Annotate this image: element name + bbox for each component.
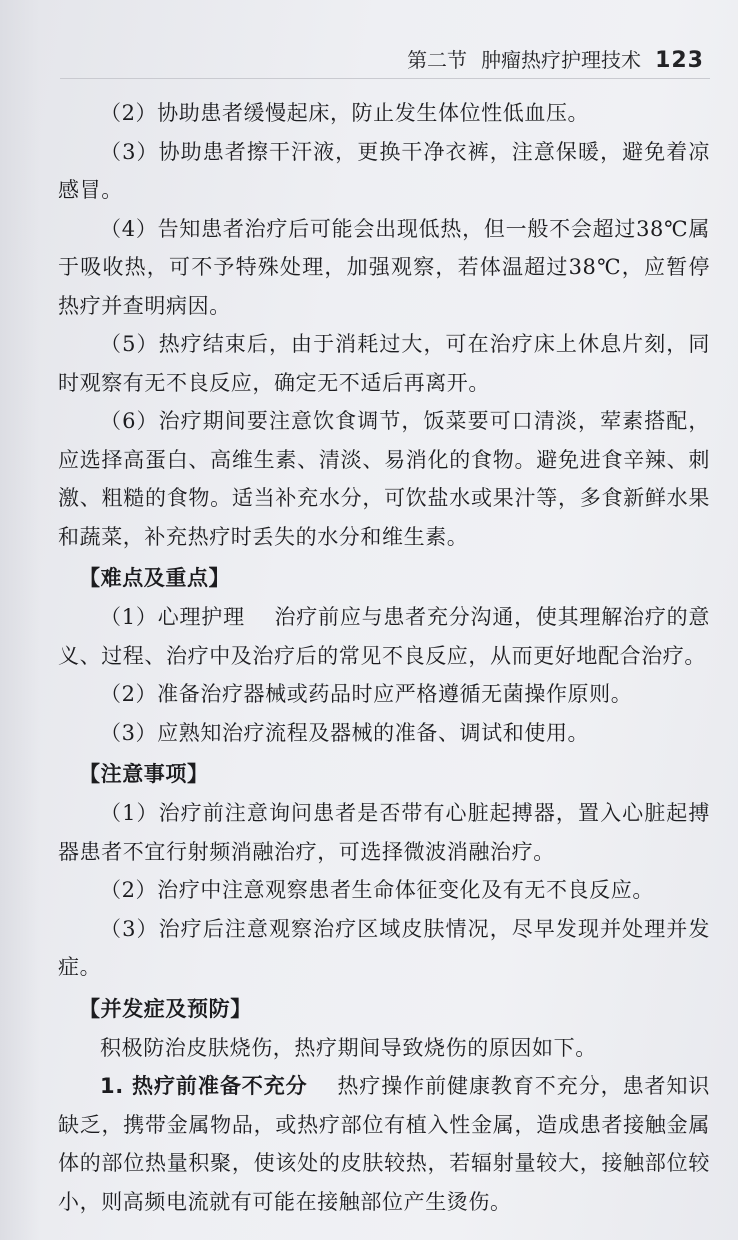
precaution-item-2: （2）治疗中注意观察患者生命体征变化及有无不良反应。 [100,878,654,902]
paragraph-item-2: （2）协助患者缓慢起床，防止发生体位性低血压。 [100,101,590,125]
heading-precautions: 【注意事项】 [79,762,209,786]
heading-difficulties: 【难点及重点】 [79,566,231,590]
difficulty-item-1 [58,598,710,675]
header-section: 第二节 [407,48,468,72]
page-body [58,94,710,1221]
complication-item-1-text: 热疗操作前健康教育不充分，患者知识缺乏，携带金属物品，或热疗部位有植入性金属，造成患者接触金属体的部位热量积聚，使该处的皮肤较热，若辐射量较大，接触部位较小，则高频电流就有可能在接触部位产生烫伤。 [58,1074,711,1214]
heading-complications: 【并发症及预防】 [79,996,252,1021]
header-title: 肿瘤热疗护理技术 [481,48,642,72]
difficulty-item-2: （2）准备治疗器械或药品时应严格遵循无菌操作原则。 [100,682,633,706]
header-divider [60,78,710,79]
complications-intro: 积极防治皮肤烧伤，热疗期间导致烧伤的原因如下。 [100,1035,597,1060]
precaution-item-3: （3）治疗后注意观察治疗区域皮肤情况，尽早发现并处理并发症。 [58,916,710,979]
difficulty-item-3: （3）应熟知治疗流程及器械的准备、调试和使用。 [100,720,590,745]
page-number: 123 [655,48,704,73]
running-header [407,44,704,74]
paragraph-item-3: （3）协助患者擦干汗液，更换干净衣裤，注意保暖，避免着凉感冒。 [58,139,710,202]
difficulty-item-1-text: 治疗前应与患者充分沟通，使其理解治疗的意义、过程、治疗中及治疗后的常见不良反应，从而更好地配合治疗。 [58,605,711,668]
complication-item-1 [58,1067,710,1221]
paragraph-item-5: （5）热疗结束后，由于消耗过大，可在治疗床上休息片刻，同时观察有无不良反应，确定无不适后再离开。 [58,332,710,395]
paragraph-item-4: （4）告知患者治疗后可能会出现低热，但一般不会超过38℃属于吸收热，可不予特殊处理，加强观察，若体温超过38℃，应暂停热疗并查明病因。 [58,216,710,318]
paragraph-item-6: （6）治疗期间要注意饮食调节，饭菜要可口清淡，荤素搭配，应选择高蛋白、高维生素、清淡、易消化的食物。避免进食辛辣、刺激、粗糙的食物。适当补充水分，可饮盐水或果汁等，多食新鲜水果和蔬菜，补充热疗时丢失的水分和维生素。 [58,409,710,549]
difficulty-item-1-lead: （1）心理护理 [100,605,245,629]
page-gutter-shadow [0,0,40,1240]
complication-item-1-lead: 1. 热疗前准备不充分 [100,1074,308,1098]
precaution-item-1: （1）治疗前注意询问患者是否带有心脏起搏器，置入心脏起搏器患者不宜行射频消融治疗，可选择微波消融治疗。 [58,801,710,864]
